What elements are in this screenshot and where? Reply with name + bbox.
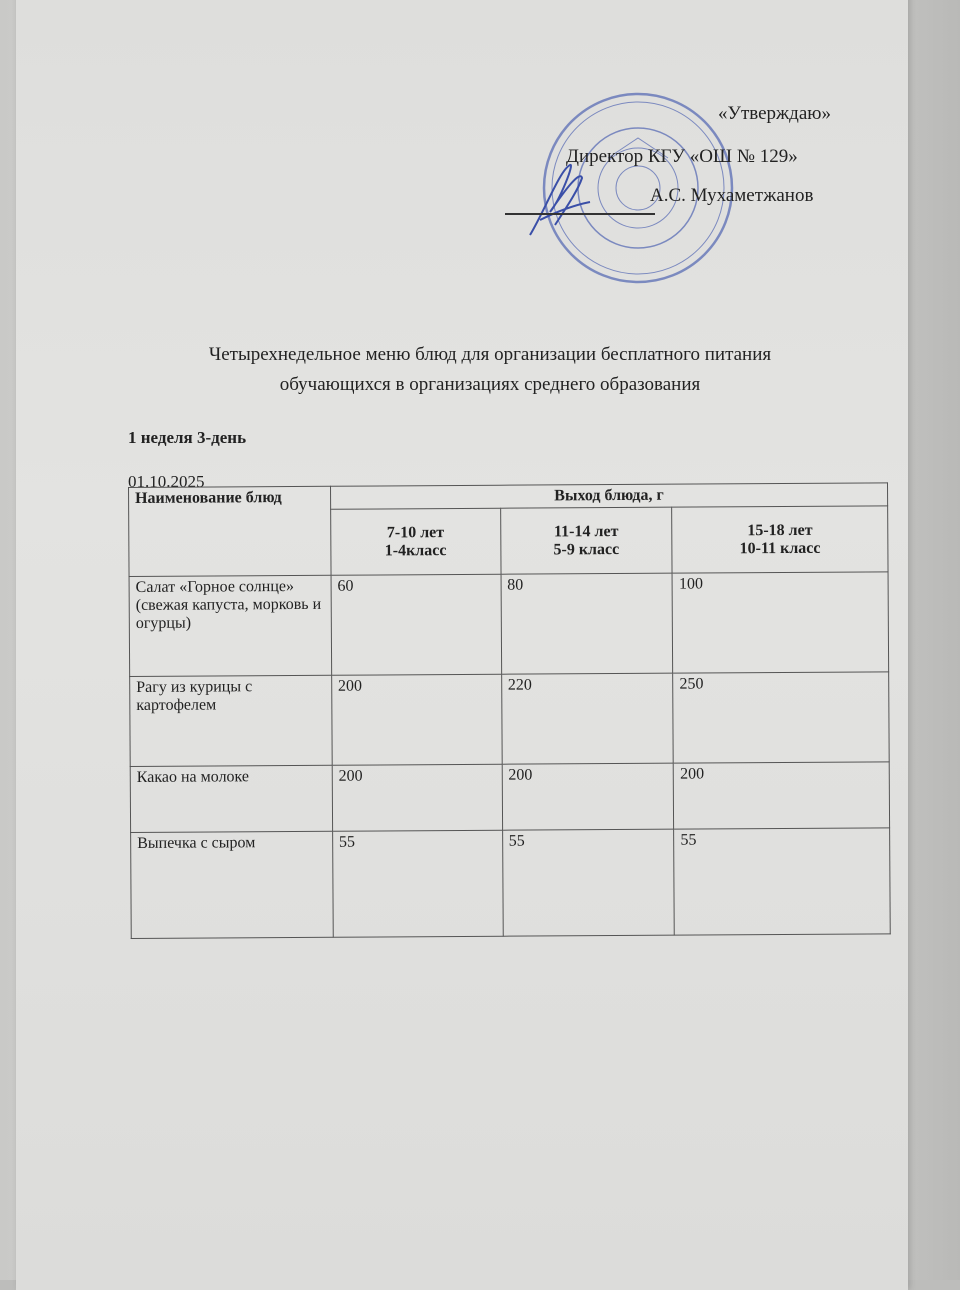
age-label: 11-14 лет — [553, 522, 619, 540]
yield-value: 200 — [674, 762, 890, 829]
yield-value: 250 — [673, 672, 889, 763]
yield-value: 200 — [331, 674, 501, 765]
yield-value: 200 — [332, 764, 502, 831]
yield-value: 100 — [672, 572, 888, 673]
header-age-group — [500, 507, 672, 574]
menu-table — [128, 482, 891, 939]
yield-value: 60 — [331, 574, 501, 675]
header-yield: Выход блюда, г — [330, 483, 887, 509]
age-label: 15-18 лет — [747, 521, 813, 539]
yield-value: 55 — [674, 828, 890, 935]
header-age-group — [672, 506, 888, 573]
yield-value: 220 — [501, 673, 673, 764]
document-title — [120, 340, 860, 400]
yield-value: 200 — [502, 763, 674, 830]
approver-name: А.С. Мухаметжанов — [650, 185, 814, 206]
yield-value: 55 — [332, 830, 502, 937]
table-row — [130, 762, 889, 833]
approval-heading: «Утверждаю» — [718, 103, 831, 124]
menu-date: 01.10.2025 — [128, 472, 205, 491]
signature-line — [505, 213, 655, 215]
yield-value: 80 — [501, 573, 673, 674]
dish-name: Рагу из курицы с картофелем — [130, 675, 332, 766]
age-label: 7-10 лет — [386, 523, 445, 541]
table-row — [129, 572, 889, 677]
grade-label: 1-4класс — [384, 541, 447, 559]
title-line-2: обучающихся в организациях среднего образования — [279, 374, 701, 395]
week-day-label: 1 неделя 3-день — [128, 428, 247, 447]
dish-name: Салат «Горное солнце» (свежая капуста, морковь и огурцы) — [129, 575, 331, 676]
header-dish: Наименование блюд — [129, 486, 331, 576]
table-row — [131, 828, 891, 939]
table-row — [130, 672, 890, 767]
header-age-group — [330, 508, 500, 575]
approver-position: Директор КГУ «ОШ № 129» — [566, 146, 798, 167]
grade-label: 10-11 класс — [739, 539, 821, 557]
dish-name: Какао на молоке — [130, 765, 332, 832]
title-line-1: Четырехнедельное меню блюд для организации бесплатного питания — [208, 344, 772, 365]
grade-label: 5-9 класс — [553, 540, 620, 558]
yield-value: 55 — [502, 829, 674, 936]
dish-name: Выпечка с сыром — [131, 831, 333, 938]
